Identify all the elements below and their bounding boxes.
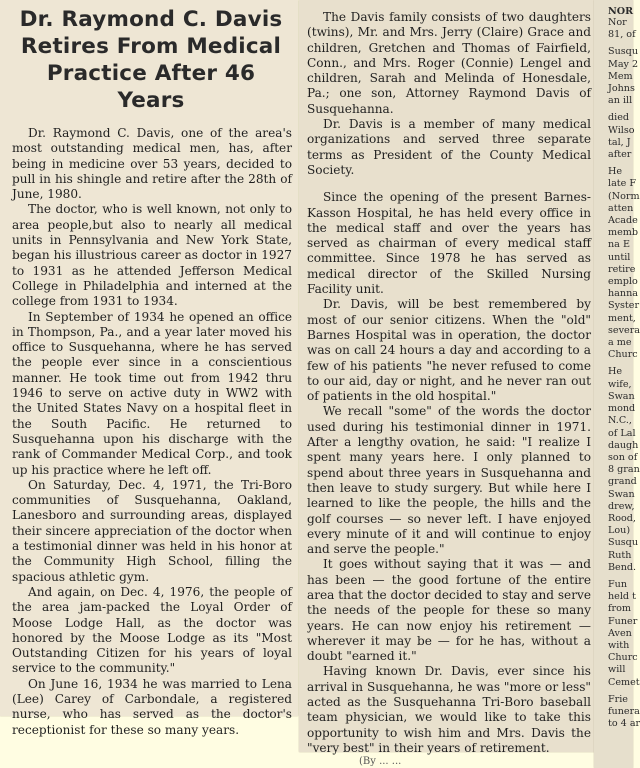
paragraph: On June 16, 1934 he was married to Lena (Lee) Carey of Carbondale, a registered nurse, who has served as the doctor's receptionist for these so many years. (12, 676, 292, 737)
obituary-line: drew, (608, 500, 635, 512)
obituary-line: Fun (608, 578, 628, 590)
obituary-line: He (608, 366, 623, 378)
obituary-line: na E (608, 239, 630, 251)
adjacent-obituary-column (594, 0, 640, 768)
obituary-line: Churc (608, 652, 638, 664)
obituary-line: Cemet (608, 676, 640, 688)
obituary-line: grand (608, 476, 637, 488)
article-column-2 (299, 0, 597, 768)
obituary-line: Swan (608, 488, 635, 500)
obituary-line: severa (608, 324, 640, 336)
obituary-line: hanna (608, 288, 638, 300)
paragraph: It goes without saying that it was — and has been — the good fortune of the entire area that the doctor decided to stay and serve the needs of the people for these so many years. He can now enjoy his retirement — wherever it may be — for he has, without a doubt "earned it." (307, 557, 591, 664)
obituary-line: an ill (608, 95, 633, 107)
obituary-line: Johns (608, 83, 635, 95)
obituary-fragment (594, 17, 640, 730)
paragraph: On Saturday, Dec. 4, 1971, the Tri-Boro communities of Susquehanna, Oakland, Lanesboro and surrounding areas, displayed their sincere appreciation of the doctor when a testimonial dinner was held in his honor at the Community High School, filling the spacious athletic gym. (12, 477, 292, 584)
paragraph: Dr. Raymond C. Davis, one of the area's most outstanding medical men, has, after being in medicine over 53 years, decided to pull in his shingle and retire after the 28th of June, 1980. (12, 126, 292, 202)
obituary-line: Ruth (608, 549, 632, 561)
obituary-line: Nor (608, 17, 627, 28)
obituary-line: after (608, 149, 632, 161)
obituary-heading: NOR (608, 6, 634, 17)
obituary-line: (Norm (608, 190, 640, 202)
obituary-line: retire (608, 263, 636, 275)
obituary-line: with (608, 639, 630, 651)
obituary-line: of Lal (608, 427, 636, 439)
obituary-line: held t (608, 591, 636, 603)
paragraph: The Davis family consists of two daughters (twins), Mr. and Mrs. Jerry (Claire) Grace and children, Gretchen and Thomas of Fairfield, Conn., and Mrs. Roger (Connie) Lengel and children, Sarah and Melinda of Honesdale, Pa.; one son, Attorney Raymond Davis of Susquehanna. (307, 10, 591, 116)
obituary-line: N.C., (608, 415, 632, 427)
obituary-line: atten (608, 202, 634, 214)
obituary-line: a me (608, 337, 632, 349)
paragraph: Dr. Davis is a member of many medical organizations and served three separate terms as President of the County Medical Society. (307, 117, 591, 177)
obituary-line: Rood, (608, 512, 636, 524)
obituary-line: daugh (608, 439, 639, 451)
obituary-line: mond (608, 403, 636, 415)
paragraph: And again, on Dec. 4, 1976, the people of the area jam-packed the Loyal Order of Moose Lodge Hall, as the doctor was honored by the Moose Lodge as its "Most Outstanding Citizen for his years of loyal service to the community." (12, 584, 292, 676)
obituary-line: Frie (608, 693, 628, 705)
paragraph: Having known Dr. Davis, ever since his arrival in Susquehanna, he was "more or less" acted as the Susquehanna Tri-Boro baseball team physician, we would like to take this opportunity to wish him and Mrs. Davis the "very best" in their years of retirement. (307, 664, 591, 755)
obituary-line: wife, (608, 378, 632, 390)
obituary-line: 81, of (608, 29, 636, 41)
obituary-line: Syster (608, 300, 640, 312)
obituary-line: ment, (608, 312, 636, 324)
article-column-1 (0, 0, 298, 737)
article-headline: Dr. Raymond C. Davis Retires From Medical Practice After 46 Years (19, 7, 283, 113)
obituary-line: until (608, 251, 631, 263)
obituary-line: He (608, 166, 623, 178)
obituary-line: Acade (608, 215, 638, 227)
paragraph: We recall "some" of the words the doctor used during his testimonial dinner in 1971. After a lengthy ovation, he said: "I realize I spent many years here. I only planned to spend about three years in Susquehanna and then leave to study surgery. But while here I learned to like the people, the hills and the golf courses — so never left. I have enjoyed every minute of it and will continue to enjoy and serve the people." (307, 404, 591, 557)
obituary-line: will (608, 664, 626, 676)
obituary-line: late F (608, 178, 637, 190)
obituary-line: Mem (608, 70, 633, 82)
obituary-line: funera (608, 705, 640, 717)
obituary-line: died (608, 112, 630, 124)
cutoff-byline: (By ... ... (359, 756, 402, 768)
obituary-line: Funer (608, 615, 638, 627)
obituary-line: to 4 ar (608, 718, 640, 730)
obituary-line: Wilso (608, 124, 635, 136)
obituary-line: Swan (608, 390, 635, 402)
obituary-line: memb (608, 227, 639, 239)
obituary-line: son of (608, 451, 638, 463)
obituary-line: tal, J (608, 136, 631, 148)
paragraph: Since the opening of the present Barnes-Kasson Hospital, he has held every office in the medical staff and over the years has served as chairman of every medical staff committee. Since 1978 he has served as medical director of the Skilled Nursing Facility unit. (307, 190, 591, 297)
obituary-line: Susqu (608, 46, 638, 58)
paragraph: Dr. Davis, will be best remembered by most of our senior citizens. When the "old" Barnes Hospital was in operation, the doctor was on call 24 hours a day and according to a few of his patients "he never refused to come to our aid, day or night, and he never ran out of patients in the old hospital." (307, 297, 591, 404)
obituary-line: Churc (608, 349, 638, 361)
paragraph: The doctor, who is well known, not only to area people,but also to nearly all medical units in Pennsylvania and New York State, began his illustrious career as doctor in 1927 to 1931 as he attended Jefferson Medical College in Philadelphia and interned at the college from 1931 to 1934. (12, 202, 292, 309)
paragraph: In September of 1934 he opened an office in Thompson, Pa., and a year later moved his office to Susquehanna, where he has served the people ever since in a conscientious manner. He took time out from 1942 thru 1946 to serve on active duty in WW2 with the United States Navy on a hospital fleet in the South Pacific. He returned to Susquehanna upon his discharge with the rank of Commander Medical Corp., and took up his practice where he left off. (12, 309, 292, 477)
obituary-line: Bend. (608, 561, 637, 573)
obituary-line: 8 gran (608, 464, 640, 476)
obituary-line: from (608, 603, 632, 615)
obituary-line: Susqu (608, 537, 638, 549)
obituary-line: Lou) (608, 525, 631, 537)
obituary-line: May 2 (608, 58, 639, 70)
obituary-line: emplo (608, 276, 638, 288)
obituary-line: Aven (608, 627, 632, 639)
